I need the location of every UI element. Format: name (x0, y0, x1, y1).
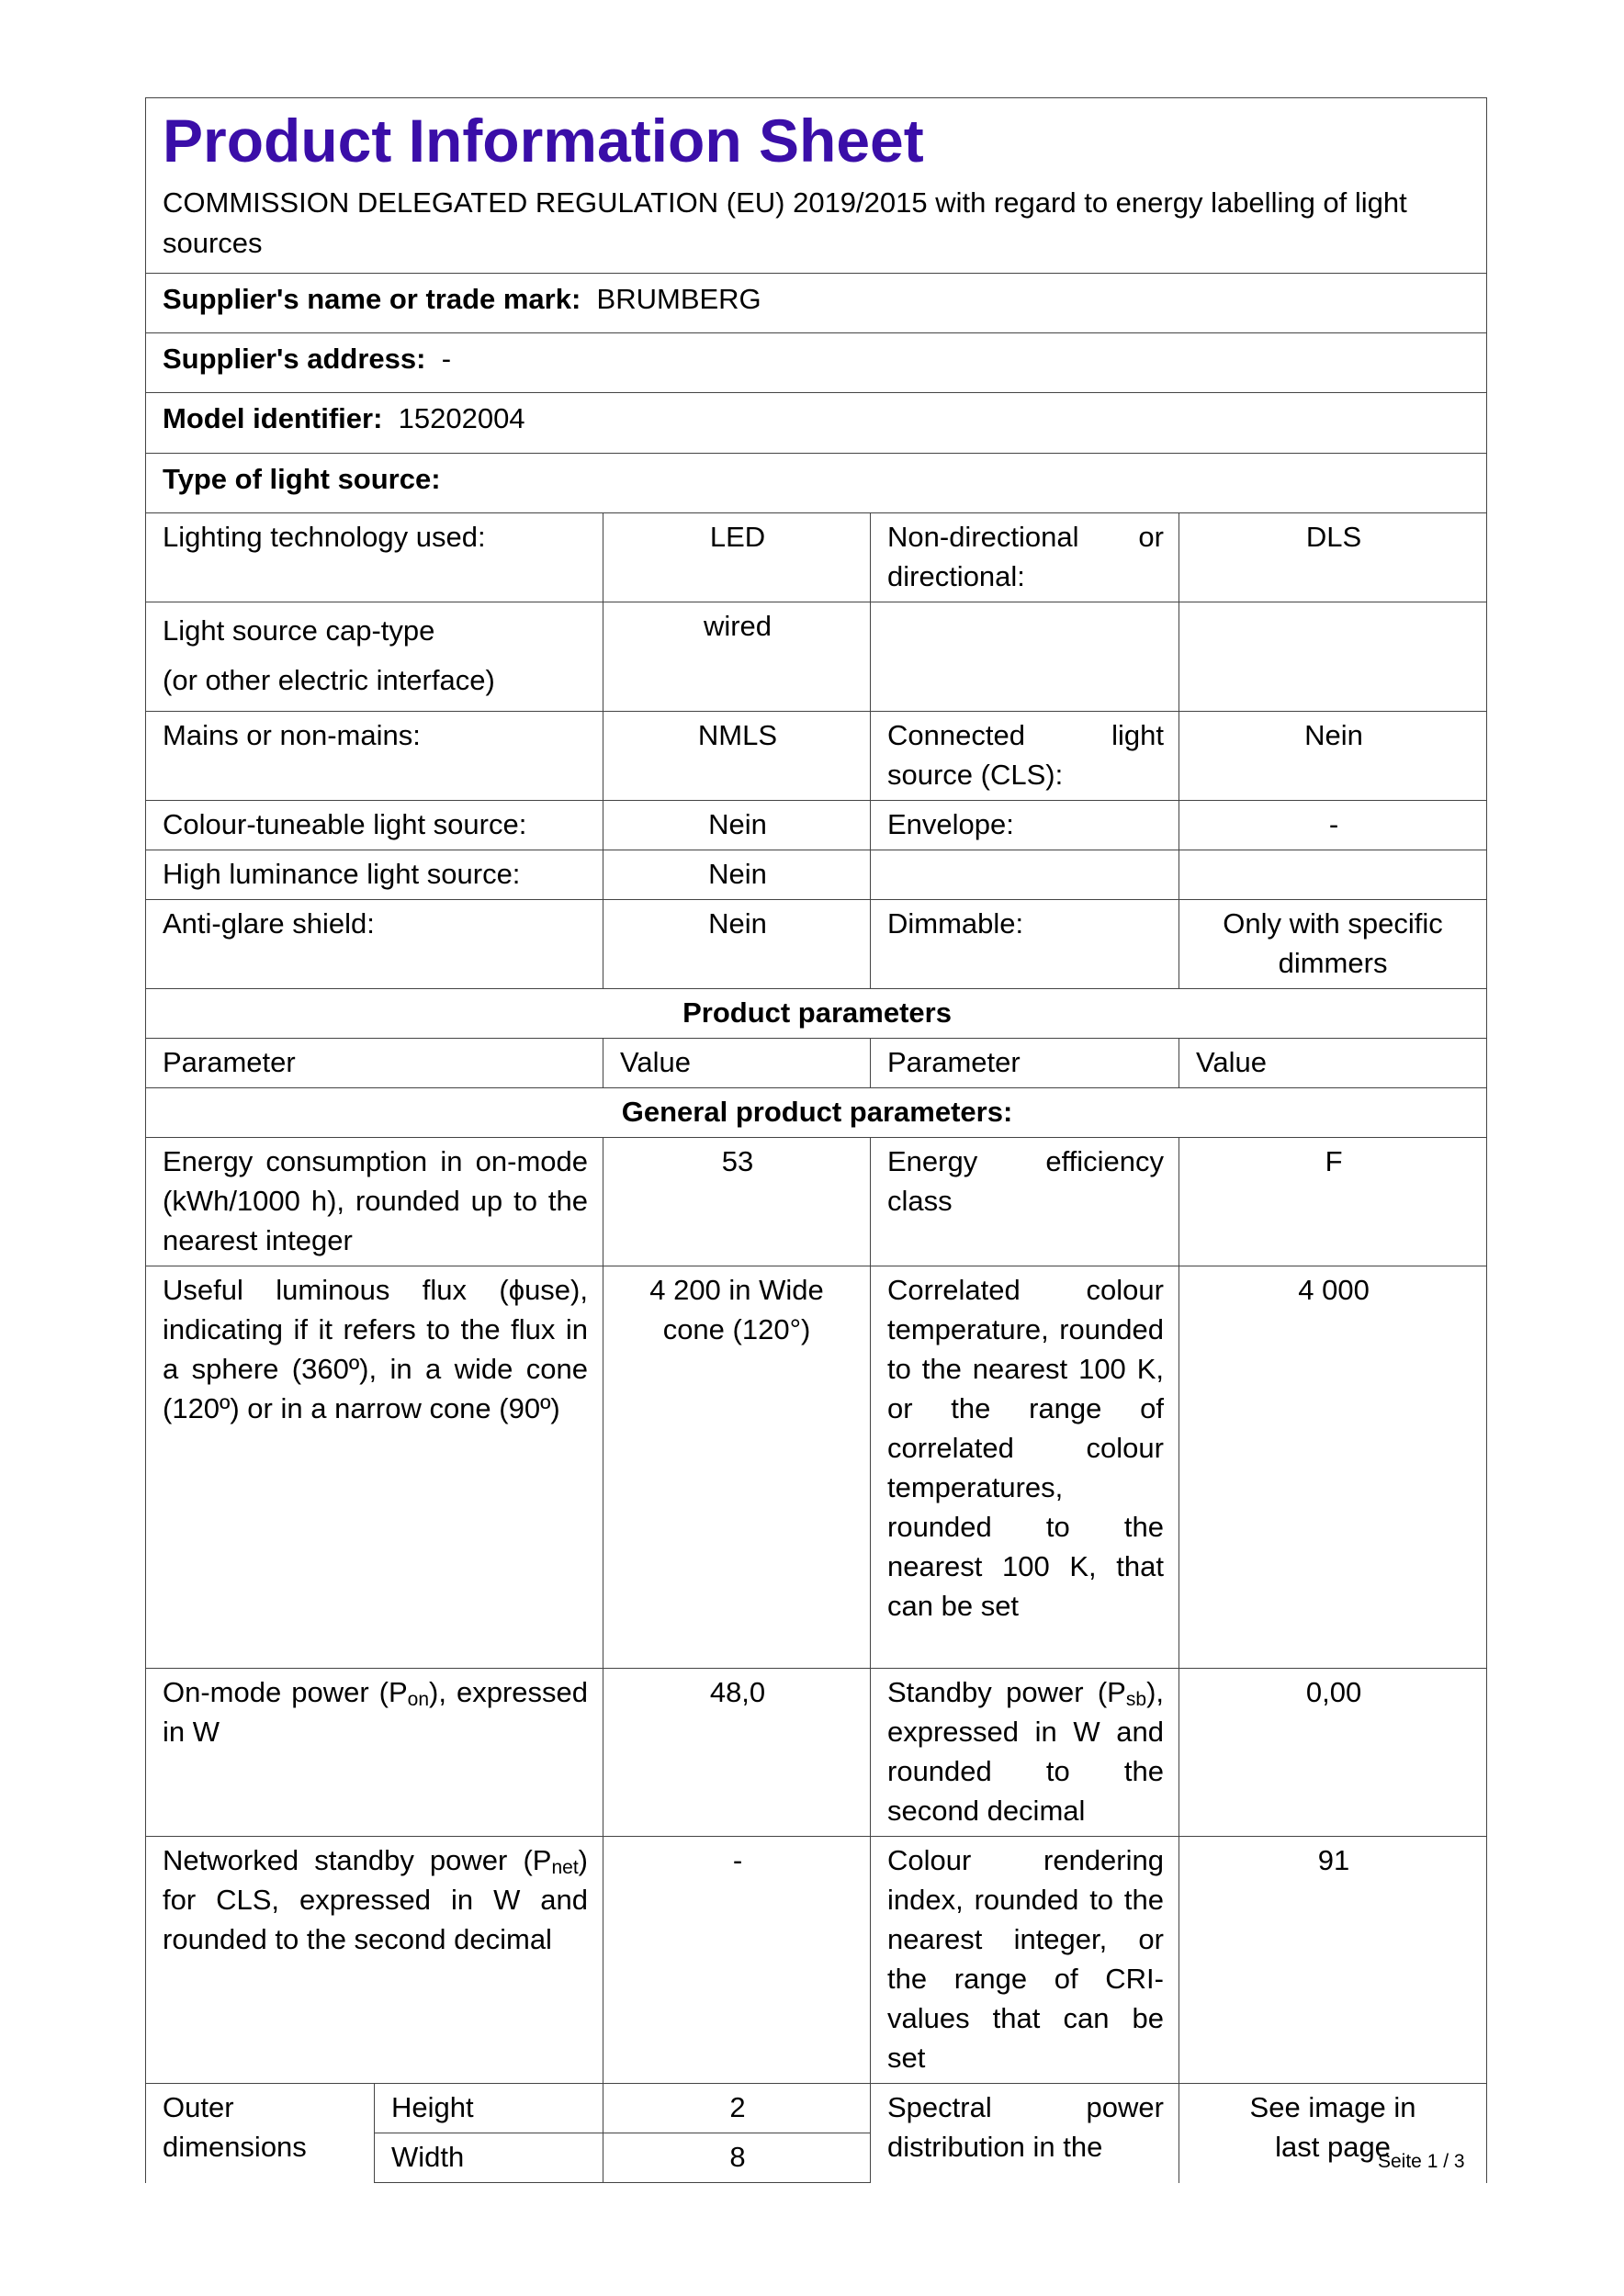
table-row (146, 1088, 1487, 1138)
table-row (146, 712, 1487, 801)
table-row (146, 989, 1487, 1039)
cri-value: 91 (1179, 1837, 1487, 2084)
supplier-address-label: Supplier's address: (163, 343, 426, 375)
high-luminance-value: Nein (603, 850, 871, 900)
anti-glare-label: Anti-glare shield: (146, 900, 603, 989)
standby-power-value: 0,00 (1179, 1669, 1487, 1837)
product-parameters-heading: Product parameters (146, 989, 1487, 1039)
empty-cell (1179, 602, 1487, 712)
supplier-name-label: Supplier's name or trade mark: (163, 283, 581, 315)
cap-type-label-line-1: Light source cap-type (163, 614, 435, 647)
table-row (146, 850, 1487, 900)
cap-type-label-line-2: (or other electric interface) (163, 664, 495, 696)
supplier-address-row (146, 333, 1487, 393)
height-label: Height (375, 2084, 603, 2133)
on-mode-power-value: 48,0 (603, 1669, 871, 1837)
column-header-value: Value (1179, 1039, 1487, 1088)
page-number: Seite 1 / 3 (1378, 2151, 1465, 2172)
table-row (146, 602, 1487, 712)
colour-tuneable-value: Nein (603, 801, 871, 850)
cap-type-value: wired (603, 602, 871, 712)
table-row (146, 513, 1487, 602)
lighting-technology-label: Lighting technology used: (146, 513, 603, 602)
model-identifier-row (146, 393, 1487, 454)
supplier-address-value: - (441, 343, 452, 375)
cap-type-label (146, 602, 603, 712)
directional-label: Non-directional or directional: (871, 513, 1179, 602)
colour-tuneable-label: Colour-tuneable light source: (146, 801, 603, 850)
general-parameters-heading: General product parameters: (146, 1088, 1487, 1138)
cls-value: Nein (1179, 712, 1487, 801)
energy-consumption-value: 53 (603, 1138, 871, 1266)
empty-cell (871, 850, 1179, 900)
column-header-parameter: Parameter (871, 1039, 1179, 1088)
type-of-light-source-row (146, 454, 1487, 513)
cct-label: Correlated colour temperature, rounded to the nearest 100 K, or the range of correlated colour temperatures, rounded to the nearest 100 K, that can be set (871, 1266, 1179, 1669)
cri-label: Colour rendering index, rounded to the nearest integer, or the range of CRI-values that can be set (871, 1837, 1179, 2084)
envelope-value: - (1179, 801, 1487, 850)
model-identifier-value: 15202004 (398, 402, 525, 434)
width-value: 8 (603, 2133, 871, 2183)
anti-glare-value: Nein (603, 900, 871, 989)
energy-consumption-label: Energy consumption in on-mode (kWh/1000 h), rounded up to the nearest integer (146, 1138, 603, 1266)
header-cell (146, 98, 1487, 274)
lighting-technology-value: LED (603, 513, 871, 602)
table-row (146, 1266, 1487, 1669)
regulation-subtitle: COMMISSION DELEGATED REGULATION (EU) 2019/2015 with regard to energy labelling of light sources (163, 186, 1407, 259)
supplier-name-row (146, 274, 1487, 333)
product-information-sheet (145, 97, 1486, 2183)
luminous-flux-label: Useful luminous flux (ϕuse), indicating if it refers to the flux in a sphere (360º), in a wide cone (120º) or in a narrow cone (90º) (146, 1266, 603, 1669)
page-title: Product Information Sheet (163, 107, 924, 174)
energy-class-label: Energy efficiency class (871, 1138, 1179, 1266)
networked-standby-value: - (603, 1837, 871, 2084)
standby-power-label: Standby power $(P_{sb})$, expressed in W and rounded to the second decimal (871, 1669, 1179, 1837)
outer-dimensions-label: Outer dimensions (146, 2084, 375, 2183)
model-identifier-label: Model identifier: (163, 402, 383, 434)
luminous-flux-value: 4 200 in Wide cone (120°) (603, 1266, 871, 1669)
dimmable-label: Dimmable: (871, 900, 1179, 989)
info-table (145, 97, 1487, 2183)
spectral-distribution-label: Spectral power distribution in the (871, 2084, 1179, 2183)
networked-standby-label: Networked standby power $(P_{net})$ for CLS, expressed in W and rounded to the second decimal (146, 1837, 603, 2084)
mains-label: Mains or non-mains: (146, 712, 603, 801)
table-row (146, 1837, 1487, 2084)
empty-cell (871, 602, 1179, 712)
envelope-label: Envelope: (871, 801, 1179, 850)
table-row (146, 801, 1487, 850)
height-value: 2 (603, 2084, 871, 2133)
width-label: Width (375, 2133, 603, 2183)
supplier-name-value: BRUMBERG (596, 283, 761, 315)
cls-label: Connected light source (CLS): (871, 712, 1179, 801)
on-mode-power-label: On-mode power $(P_{on})$, expressed in W (146, 1669, 603, 1837)
spectral-distribution-value: See image in last page (1179, 2084, 1487, 2183)
table-row (146, 1039, 1487, 1088)
cct-value: 4 000 (1179, 1266, 1487, 1669)
header-row (146, 98, 1487, 274)
type-of-light-source-label: Type of light source: (163, 463, 441, 495)
table-row (146, 1669, 1487, 1837)
high-luminance-label: High luminance light source: (146, 850, 603, 900)
table-row (146, 2084, 1487, 2133)
table-row (146, 900, 1487, 989)
column-header-parameter: Parameter (146, 1039, 603, 1088)
empty-cell (1179, 850, 1487, 900)
directional-value: DLS (1179, 513, 1487, 602)
dimmable-value: Only with specific dimmers (1179, 900, 1487, 989)
table-row (146, 1138, 1487, 1266)
mains-value: NMLS (603, 712, 871, 801)
column-header-value: Value (603, 1039, 871, 1088)
energy-class-value: F (1179, 1138, 1487, 1266)
